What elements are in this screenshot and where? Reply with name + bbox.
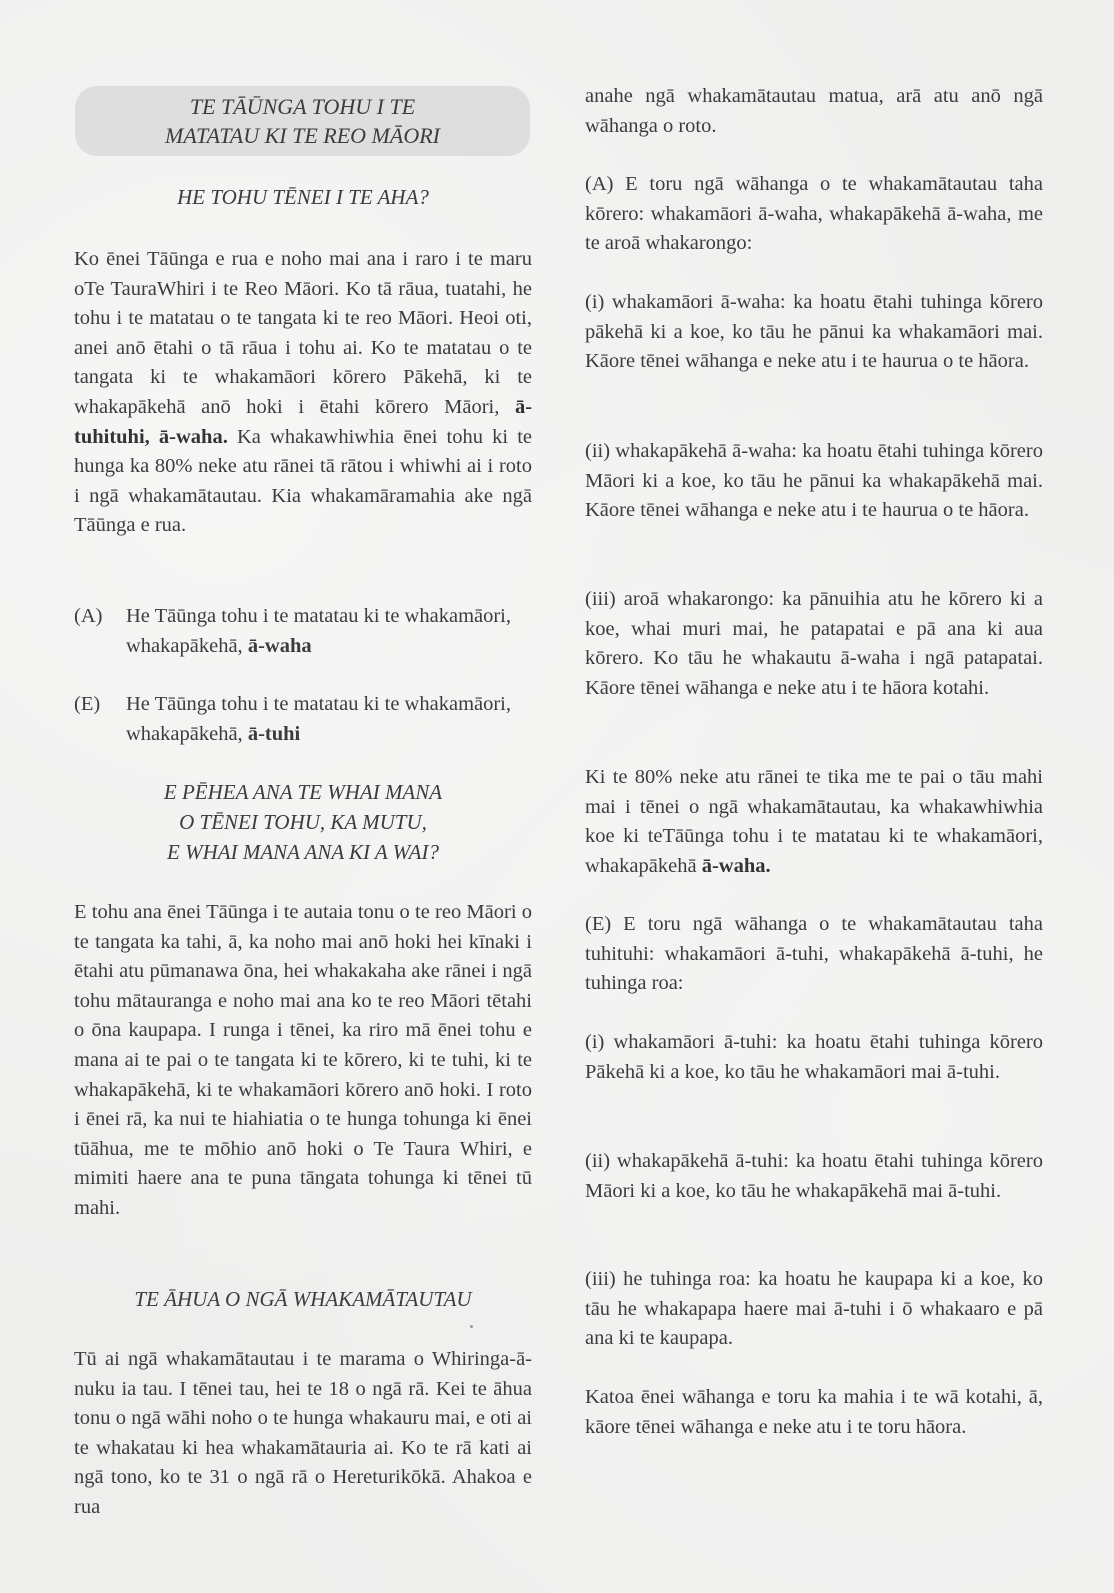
title-line-2: MATATAU KI TE REO MĀORI	[165, 123, 440, 148]
right-para-oral-result: Ki te 80% neke atu rānei te tika me te pai o tāu mahi mai i tēnei o ngā whakamātautau, ka whakawhiwhia koe ki teTāūnga tohu i te matatau ki te whakamāori, whakapākehā ā-waha.	[585, 766, 1043, 877]
intro-text-after: Ka whakawhiwhia ēnei tohu ki te hunga ka 80% neke atu rānei tā rātou i whiwhi ai i roto i ngā whakamātautau. Kia whakamāramahia ake ngā Tāūnga e rua.	[74, 425, 532, 537]
heading-mana	[74, 777, 532, 867]
list-item-e-label: (E)	[74, 693, 101, 715]
right-para-written-translate-english: (ii) whakapākehā ā-tuhi: ka hoatu ētahi tuhinga kōrero Māori ki a koe, ko tāu he whakapākehā mai ā-tuhi.	[585, 1150, 1043, 1202]
right-para-oral-translate-maori: (i) whakamāori ā-waha: ka hoatu ētahi tuhinga kōrero pākehā ki a koe, ko tāu he pānui ka whakamāori mai. Kāore tēnei wāhanga e neke atu i te haurua o te hāora.	[585, 291, 1043, 373]
list-item-a	[74, 602, 532, 662]
exam-paragraph: Tū ai ngā whakamātautau i te marama o Whiringa-ā-nuku ia tau. I tēnei tau, hei te 18 o ngā rā. Kei te āhua tonu o ngā wāhi noho o te hunga whakauru mai, e oti ai te whakatau ki hea whakamātauria ai. Ko te rā kati ai ngā tono, ko te 31 o ngā rā o Hereturikōkā. Ahakoa e rua	[74, 1348, 532, 1518]
oral-result-bold: ā-waha.	[701, 854, 771, 877]
right-para-written-translate-maori: (i) whakamāori ā-tuhi: ka hoatu ētahi tuhinga kōrero Pākehā ki a koe, ko tāu he whakamāori mai ā-tuhi.	[585, 1031, 1043, 1083]
heading-what-is: HE TOHU TĒNEI I TE AHA?	[177, 185, 429, 209]
page-title	[75, 92, 530, 150]
right-para-written-exam: (E) E toru ngā wāhanga o te whakamātautau taha tuhituhi: whakamāori ā-tuhi, whakapākehā ā-tuhi, he tuhinga roa:	[585, 913, 1043, 995]
speck	[470, 1325, 473, 1328]
heading-mana-line-3: E WHAI MANA ANA KI A WAI?	[167, 840, 439, 864]
list-item-a-text: He Tāūnga tohu i te matatau ki te whakamāori, whakapākehā, ā-waha	[126, 605, 512, 657]
list-item-e-text: He Tāūnga tohu i te matatau ki te whakamāori, whakapākehā, ā-tuhi	[126, 693, 512, 745]
intro-paragraph	[74, 245, 532, 541]
intro-text: Ko ēnei Tāūnga e rua e noho mai ana i raro i te maru oTe TauraWhiri i te Reo Māori. Ko tā rāua, tuatahi, he tohu i te matatau o te tangata ki te reo Māori. Heoi oti, anei anō ētahi o tā rāua i tohu ai. Ko te matatau o te tangata ki te whakamāori kōrero Pākehā, ki te whakapākehā anō hoki i ētahi kōrero Māori,	[74, 248, 532, 418]
right-para-oral-translate-english: (ii) whakapākehā ā-waha: ka hoatu ētahi tuhinga kōrero Māori ki a koe, ko tāu he pānui ka whakapākehā mai. Kāore tēnei wāhanga e neke atu i te haurua o te hāora.	[585, 440, 1043, 522]
right-para-1: anahe ngā whakamātautau matua, arā atu anō ngā wāhanga o roto.	[585, 85, 1043, 137]
list-item-a-label: (A)	[74, 605, 103, 627]
intro-bold: ā-tuhituhi, ā-waha.	[74, 395, 533, 448]
mana-paragraph: E tohu ana ēnei Tāūnga i te autaia tonu o te reo Māori o te tangata ka tahi, ā, ka noho mai anō hoki hei kīnaki i ētahi atu pūmanawa ōna, hei whakakaha ake rānei i ngā tohu mātauranga e noho mai ana ko te reo Māori tētahi o ōna kaupapa. I runga i tēnei, ka riro mā ēnei tohu e mana ai te pai o te tangata ki te kōrero, ki te tuhi, ki te whakapākehā, ki te whakamāori kōrero anō hoki. I roto i ēnei rā, ka nui te hiahiatia o te hunga tohunga ki ēnei tūāhua, me te mōhio anō hoki o Te Taura Whiri, e mimiti haere ana te puna tāngata tohunga ki tēnei tū mahi.	[74, 901, 532, 1219]
heading-mana-line-1: E PĒHEA ANA TE WHAI MANA	[163, 780, 443, 804]
heading-ahua: TE ĀHUA O NGĀ WHAKAMĀTAUTAU	[134, 1287, 472, 1311]
right-para-listening: (iii) aroā whakarongo: ka pānuihia atu he kōrero ki a koe, whai muri mai, he patapatai e pā ana ki aua kōrero. Ko tāu he whakautu ā-waha i ngā patapatai. Kāore tēnei wāhanga e neke atu i te hāora kotahi.	[585, 588, 1043, 699]
title-line-1: TE TĀŪNGA TOHU I TE	[189, 94, 416, 119]
right-para-duration: Katoa ēnei wāhanga e toru ka mahia i te wā kotahi, ā, kāore tēnei wāhanga e neke atu i te toru hāora.	[585, 1386, 1043, 1438]
right-para-oral-exam: (A) E toru ngā wāhanga o te whakamātautau taha kōrero: whakamāori ā-waha, whakapākehā ā-waha, me te aroā whakarongo:	[585, 173, 1043, 255]
right-para-essay: (iii) he tuhinga roa: ka hoatu he kaupapa ki a koe, ko tāu he whakapapa haere mai ā-tuhi i ō whakaaro e pā ana ki te kaupapa.	[585, 1268, 1043, 1350]
heading-mana-line-2: O TĒNEI TOHU, KA MUTU,	[179, 810, 427, 834]
list-item-e	[74, 690, 532, 750]
